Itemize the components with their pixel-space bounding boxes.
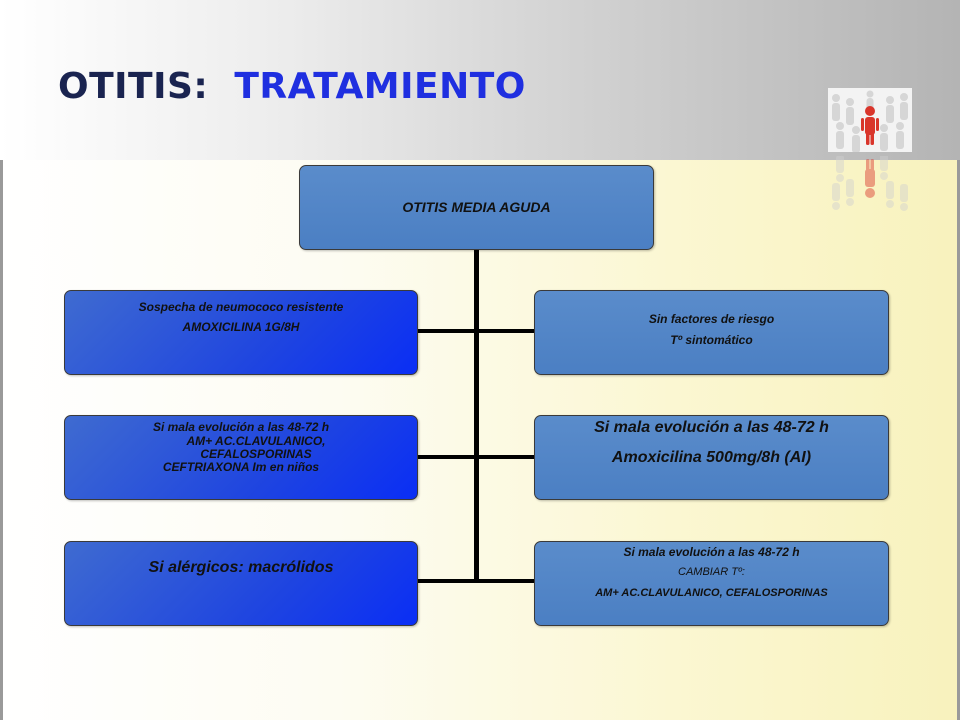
node-resistant-pneumococcus [64, 290, 418, 375]
node-line: Sospecha de neumococo resistente [138, 300, 344, 314]
node-line: Si alérgicos: macrólidos [148, 559, 334, 576]
node-line: AM+ AC.CLAVULANICO, CEFALOSPORINAS [595, 586, 828, 599]
slide-title [58, 66, 526, 107]
node-line: Sin factores de riesgo [648, 311, 775, 326]
root-node [299, 165, 654, 250]
logo-reflection [828, 156, 912, 216]
title-subject: TRATAMIENTO [234, 66, 526, 107]
connector-trunk [474, 250, 479, 583]
node-line: Si mala evolución a las 48-72 h [152, 420, 330, 434]
node-change-treatment [534, 541, 889, 626]
connector-row1 [418, 329, 534, 333]
people-crowd-icon [828, 88, 912, 152]
root-node-label: OTITIS MEDIA AGUDA [402, 198, 551, 215]
node-line: AMOXICILINA 1G/8H [182, 320, 300, 334]
node-line: CEFTRIAXONA Im en niños [162, 460, 320, 475]
node-left-poor-evolution [64, 415, 418, 500]
node-allergic [64, 541, 418, 626]
node-line: Si mala evolución a las 48-72 h [623, 545, 800, 559]
node-no-risk-factors [534, 290, 889, 375]
node-right-poor-evolution [534, 415, 889, 500]
node-line: Amoxicilina 500mg/8h (AI) [611, 449, 812, 466]
node-line: CAMBIAR Tº: [678, 566, 745, 578]
title-topic: OTITIS: [58, 66, 209, 107]
connector-row3 [418, 579, 534, 583]
node-line: Tº sintomático [670, 332, 753, 347]
connector-row2 [418, 455, 534, 459]
frame-left-border [0, 160, 3, 720]
node-line: AM+ AC.CLAVULANICO, CEFALOSPORINAS [186, 434, 326, 461]
node-line: Si mala evolución a las 48-72 h [594, 419, 829, 436]
